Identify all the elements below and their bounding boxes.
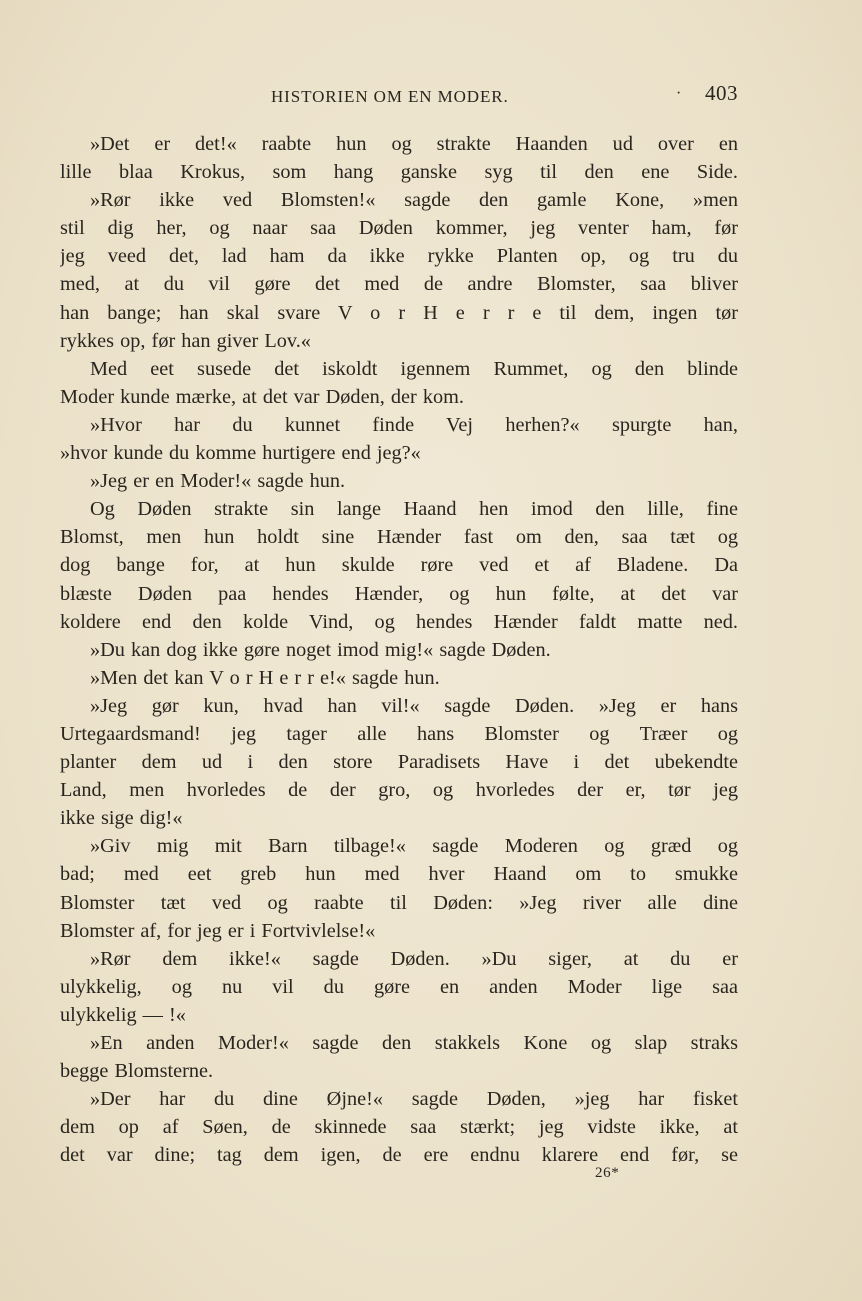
text-line: »Giv mig mit Barn tilbage!« sagde Moderen og græd og — [90, 835, 738, 858]
text-line: med, at du vil gøre det med de andre Blomster, saa bliver — [60, 273, 738, 296]
text-line: »Der har du dine Øjne!« sagde Døden, »jeg har fisket — [90, 1088, 738, 1111]
text-line: ulykkelig — !« — [60, 1003, 186, 1026]
signature-mark: 26* — [595, 1165, 620, 1181]
running-title: HISTORIEN OM EN MODER. — [271, 87, 509, 106]
text-line: Urtegaardsmand! jeg tager alle hans Blomster og Træer og — [60, 722, 738, 745]
body-text — [60, 130, 738, 1169]
text-line: Land, men hvorledes de der gro, og hvorledes der er, tør jeg — [60, 779, 738, 802]
text-line: Med eet susede det iskoldt igennem Rummet, og den blinde — [90, 357, 738, 380]
text-line: koldere end den kolde Vind, og hendes Hænder faldt matte ned. — [60, 610, 738, 633]
page-number: 403 — [705, 81, 738, 105]
text-line: »Jeg gør kun, hvad han vil!« sagde Døden. »Jeg er hans — [90, 694, 738, 717]
text-line: ikke sige dig!« — [60, 807, 183, 830]
running-header — [60, 81, 738, 109]
text-line: rykkes op, før han giver Lov.« — [60, 329, 311, 352]
text-line: »Det er det!« raabte hun og strakte Haanden ud over en — [90, 133, 738, 155]
text-line: han bange; han skal svare V o r H e r r e til dem, ingen tør — [60, 301, 738, 324]
text-line: jeg veed det, lad ham da ikke rykke Planten op, og tru du — [60, 245, 738, 268]
text-line: Blomster tæt ved og raabte til Døden: »Jeg river alle dine — [60, 891, 738, 914]
text-line: »Rør dem ikke!« sagde Døden. »Du siger, at du er — [90, 947, 738, 970]
text-line: Moder kunde mærke, at det var Døden, der kom. — [60, 385, 464, 408]
text-line: dem op af Søen, de skinnede saa stærkt; jeg vidste ikke, at — [60, 1116, 738, 1139]
text-line: Blomst, men hun holdt sine Hænder fast om den, saa tæt og — [60, 526, 738, 549]
text-line: ulykkelig, og nu vil du gøre en anden Moder lige saa — [60, 975, 738, 998]
text-line: blæste Døden paa hendes Hænder, og hun følte, at det var — [60, 582, 738, 605]
text-line: »En anden Moder!« sagde den stakkels Kone og slap straks — [90, 1032, 738, 1054]
header-mark: · — [676, 85, 682, 102]
text-line: »Rør ikke ved Blomsten!« sagde den gamle Kone, »men — [90, 189, 738, 212]
text-line: dog bange for, at hun skulde røre ved et af Bladene. Da — [60, 554, 738, 577]
text-line: det var dine; tag dem igen, de ere endnu klarere end før, se — [60, 1144, 738, 1167]
text-line: planter dem ud i den store Paradisets Have i det ubekendte — [60, 751, 738, 774]
text-line: bad; med eet greb hun med hver Haand om to smukke — [60, 863, 738, 886]
text-line: »Hvor har du kunnet finde Vej herhen?« spurgte han, — [90, 413, 738, 436]
text-line: lille blaa Krokus, som hang ganske syg til den ene Side. — [60, 161, 738, 184]
text-line: Og Døden strakte sin lange Haand hen imod den lille, fine — [90, 498, 738, 521]
text-line: »Du kan dog ikke gøre noget imod mig!« sagde Døden. — [90, 638, 551, 661]
text-line: begge Blomsterne. — [60, 1060, 214, 1083]
text-line: stil dig her, og naar saa Døden kommer, jeg venter ham, før — [60, 217, 738, 240]
text-line: »hvor kunde du komme hurtigere end jeg?« — [60, 442, 421, 465]
text-line: »Men det kan V o r H e r r e!« sagde hun. — [90, 666, 440, 689]
text-line: »Jeg er en Moder!« sagde hun. — [90, 470, 346, 493]
text-line: Blomster af, for jeg er i Fortvivlelse!« — [60, 919, 376, 942]
